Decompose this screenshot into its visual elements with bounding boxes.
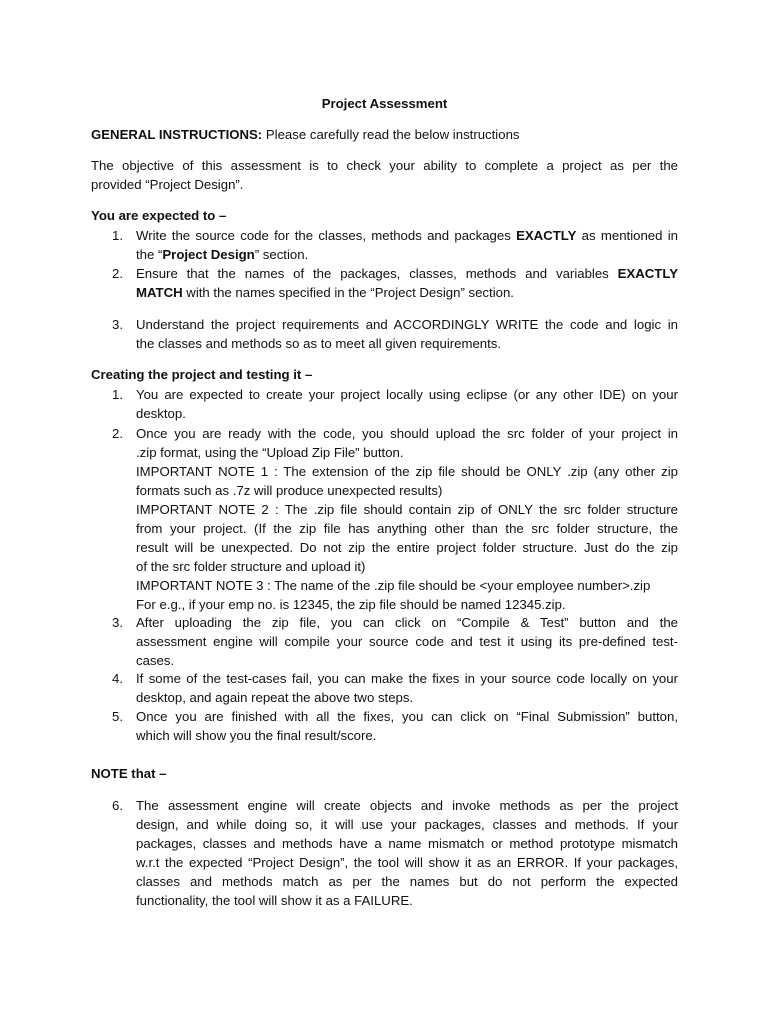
- list-text: You are expected to create your project locally using eclipse (or any other IDE) on your desktop.: [136, 387, 678, 421]
- expected-heading: You are expected to –: [91, 208, 227, 223]
- list-text: If some of the test-cases fail, you can make the fixes in your source code locally on your desktop, and again repeat the above two steps.: [136, 671, 678, 705]
- list-number: 3.: [112, 317, 123, 332]
- objective-paragraph: [91, 156, 678, 194]
- list-number: 3.: [112, 615, 123, 630]
- list-text: Once you are finished with all the fixes, you can click on “Final Submission” button, which will show you the final result/score.: [136, 709, 678, 743]
- list-text: Understand the project requirements and ACCORDINGLY WRITE the code and logic in the classes and methods so as to meet all given requirements.: [136, 317, 678, 351]
- list-text: Ensure that the names of the packages, classes, methods and variables EXACTLY MATCH with the names specified in the “Project Design” section.: [136, 266, 678, 300]
- list-text: Write the source code for the classes, methods and packages EXACTLY as mentioned in the “Project Design” section.: [136, 228, 678, 262]
- list-number: 1.: [112, 228, 123, 243]
- objective-line-1: The objective of this assessment is to check your ability to complete a project as per the: [91, 158, 678, 173]
- page-title: Project Assessment: [321, 96, 448, 111]
- objective-line-2: provided “Project Design”.: [91, 177, 244, 192]
- list-text: After uploading the zip file, you can click on “Compile & Test” button and the assessment engine will compile your source code and test it using its pre-defined test- cases.: [136, 615, 678, 668]
- general-instructions: [91, 125, 678, 144]
- list-number: 2.: [112, 266, 123, 281]
- list-number: 2.: [112, 426, 123, 441]
- general-instructions-label: GENERAL INSTRUCTIONS:: [91, 127, 263, 142]
- creating-heading: Creating the project and testing it –: [91, 367, 313, 382]
- general-instructions-text: Please carefully read the below instructions: [265, 127, 520, 142]
- list-number: 6.: [112, 798, 123, 813]
- list-text: The assessment engine will create objects and invoke methods as per the project design, and while doing so, it will use your packages, classes and methods. If your packages, classes and methods have a name mismatch or method prototype mismatch w.r.t the expected “Project Design”, the tool will show it as an ERROR. If your packages, classes and methods match as per the names but do not perform the expected functionality, the tool will show it as a FAILURE.: [136, 798, 678, 908]
- list-number: 4.: [112, 671, 123, 686]
- note-heading: NOTE that –: [91, 766, 167, 781]
- list-number: 1.: [112, 387, 123, 402]
- list-text: Once you are ready with the code, you should upload the src folder of your project in .zip format, using the “Upload Zip File” button. IMPORTANT NOTE 1 : The extension of the zip file should be ONLY .zip (any other zip formats such as .7z will produce unexpected results) IMPORTANT NOTE 2 : The .zip file should contain zip of ONLY the src folder structure from your project. (If the zip file has anything other than the src folder structure, the result will be unexpected. Do not zip the entire project folder structure. Just do the zip of the src folder structure and upload it) IMPORTANT NOTE 3 : The name of the .zip file should be <your employee number>.zip For e.g., if your emp no. is 12345, the zip file should be named 12345.zip.: [136, 426, 678, 612]
- list-number: 5.: [112, 709, 123, 724]
